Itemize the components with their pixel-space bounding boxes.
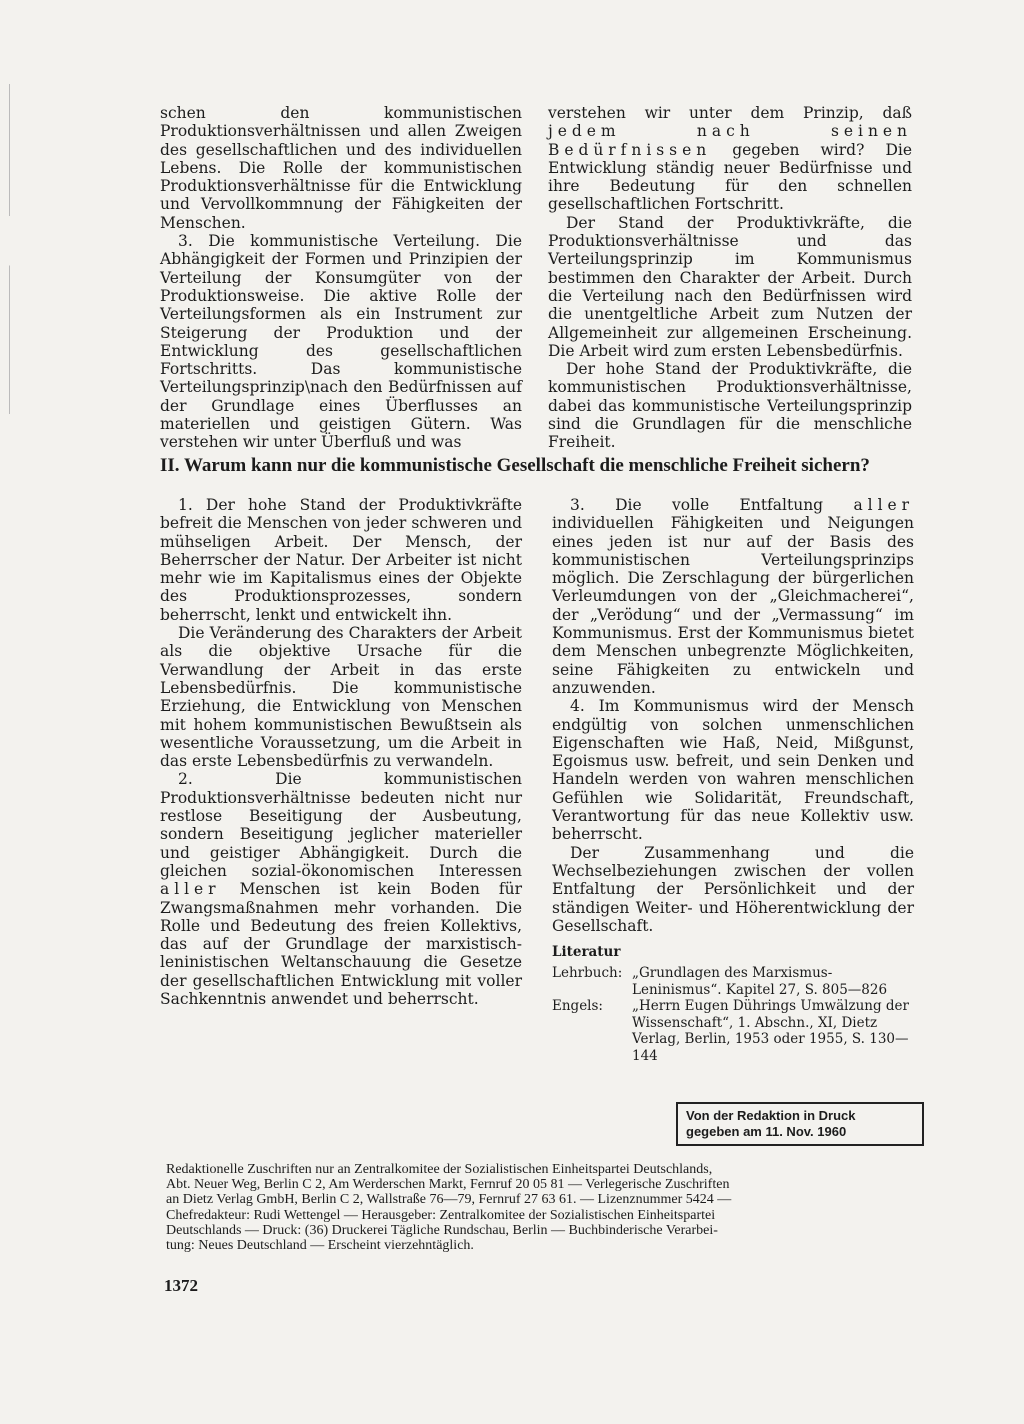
print-date-box bbox=[676, 1102, 924, 1146]
paragraph bbox=[160, 770, 522, 1008]
text-run: 2. Die kommunistischen Produktionsverhältnisse bedeuten nicht nur restlose Beseitigung der Ausbeutung, sondern Beseitigung jeglicher materieller und geistiger Abhängigkeit. Durch die gleichen sozial-ökonomischen Interessen bbox=[160, 770, 522, 880]
paragraph: schen den kommunistischen Produktionsverhältnissen und allen Zweigen des gesellschaftlichen und des individuellen Lebens. Die Rolle der kommunistischen Produktionsverhältnisse für die Entwicklung und Vervollkommnung der Fähigkeiten der Menschen. bbox=[160, 104, 522, 232]
scan-margin-mark bbox=[9, 84, 10, 414]
literature-entry bbox=[552, 965, 914, 998]
literature-title: Literatur bbox=[552, 944, 621, 961]
text-run: Menschen ist kein Boden für Zwangsmaßnahmen mehr vorhanden. Die Rolle und Bedeutung des freien Kollektivs, das auf der Grundlage der marxistisch-leninistischen Weltanschauung die Gesetze der gesellschaftlichen Entwicklung mit voller Sachkenntnis anwendet und beherrscht. bbox=[160, 880, 522, 1009]
impressum-line: Chefredakteur: Rudi Wettengel — Herausgeber: Zentralkomitee der Sozialistischen Einheitspartei bbox=[166, 1207, 716, 1223]
impressum-line: tung: Neues Deutschland — Erscheint vierzehntäglich. bbox=[166, 1238, 474, 1254]
literature-label: Engels: bbox=[552, 998, 603, 1015]
literature-text: „Grundlagen des Marxismus-Leninismus“. Kapitel 27, S. 805—826 bbox=[632, 965, 888, 998]
print-date-line: Von der Redaktion in Druck bbox=[686, 1108, 856, 1123]
bottom-left-column bbox=[160, 496, 522, 1008]
spaced-emphasis: aller bbox=[853, 496, 914, 514]
literature-text: „Herrn Eugen Dührings Umwälzung der Wissenschaft“, 1. Abschn., XI, Dietz Verlag, Berlin, 1953 oder 1955, S. 130—144 bbox=[632, 998, 909, 1064]
paragraph: Der hohe Stand der Produktivkräfte, die kommunistischen Produktionsverhältnisse, dabei das kommunistische Verteilungsprinzip sind die Grundlagen für die menschliche Freiheit. bbox=[548, 360, 912, 452]
paragraph: 1. Der hohe Stand der Produktivkräfte befreit die Menschen von jeder schweren und mühseligen Arbeit. Der Mensch, der Beherrscher der Natur. Der Arbeiter ist nicht mehr wie im Kapitalismus eines der Objekte des Produktionsprozesses, sondern beherrscht, lenkt und entwickelt ihn. bbox=[160, 496, 522, 624]
impressum bbox=[166, 1162, 918, 1253]
spaced-emphasis: aller bbox=[160, 880, 221, 899]
paragraph: Der Stand der Produktivkräfte, die Produktionsverhältnisse und das Verteilungsprinzip im Kommunismus bestimmen den Charakter der Arbeit. Durch die Verteilung nach den Bedürfnissen wird die unentgeltliche Arbeit zum Nutzen der Allgemeinheit zur allgemeinen Erscheinung. Die Arbeit wird zum ersten Lebensbedürfnis. bbox=[548, 213, 912, 360]
literature-entry bbox=[552, 998, 914, 1064]
paragraph: 4. Im Kommunismus wird der Mensch endgültig von solchen unmenschlichen Eigenschaften wie Haß, Neid, Mißgunst, Egoismus usw. befreit, und sein Denken und Handeln werden von wahren menschlichen Gefühlen wie Solidarität, Freundschaft, Verantwortung für das neue Kollektiv usw. beherrscht. bbox=[552, 697, 914, 844]
paragraph bbox=[552, 496, 914, 697]
paragraph: Der Zusammenhang und die Wechselbeziehungen zwischen der vollen Entfaltung der Persönlichkeit und der ständigen Weiter- und Höherentwicklung der Gesellschaft. bbox=[552, 843, 914, 935]
paragraph: 3. Die kommunistische Verteilung. Die Abhängigkeit der Formen und Prinzipien der Verteilung der Konsumgüter von der Produktionsweise. Die aktive Rolle der Verteilungsformen als ein Instrument zur Steigerung der Produktion und der Entwicklung des gesellschaftlichen Fortschritts. Das kommunistische Verteilungsprinzip\nach den Bedürfnissen auf der Grundlage eines Überflusses an materiellen und geistigen Gütern. Was verstehen wir unter Überfluß und was bbox=[160, 232, 522, 452]
text-run: gegeben wird? Die Entwicklung ständig neuer Bedürfnisse und ihre Bedeutung für den schnellen gesellschaftlichen Fortschritt. bbox=[548, 140, 912, 214]
impressum-line: an Dietz Verlag GmbH, Berlin C 2, Wallstraße 76—79, Fernruf 27 63 61. — Lizenznummer 5424 — bbox=[166, 1192, 732, 1208]
text-run: 3. Die volle Entfaltung bbox=[570, 496, 824, 514]
top-right-column bbox=[548, 104, 912, 452]
impressum-line: Redaktionelle Zuschriften nur an Zentralkomitee der Sozialistischen Einheitspartei Deutschlands, bbox=[166, 1162, 713, 1177]
literature-label: Lehrbuch: bbox=[552, 965, 623, 982]
bottom-right-column bbox=[552, 496, 914, 1064]
spaced-emphasis: jedem nach seinen Bedürfnissen bbox=[548, 122, 912, 159]
impressum-line: Deutschlands — Druck: (36) Druckerei Tägliche Rundschau, Berlin — Buchbinderische Verarbei- bbox=[166, 1222, 718, 1238]
text-run: verstehen wir unter dem Prinzip, daß bbox=[548, 104, 912, 122]
paragraph: Die Veränderung des Charakters der Arbeit als die objektive Ursache für die Verwandlung der Arbeit in das erste Lebensbedürfnis. Die kommunistische Erziehung, die Entwicklung von Menschen mit hohem kommunistischen Bewußtsein als wesentliche Voraussetzung, um die Arbeit in das erste Lebensbedürfnis zu verwandeln. bbox=[160, 624, 522, 771]
print-date-line: gegeben am 11. Nov. 1960 bbox=[686, 1124, 847, 1139]
top-left-column bbox=[160, 104, 522, 452]
section-heading: II. Warum kann nur die kommunistische Gesellschaft die menschliche Freiheit sichern? bbox=[160, 455, 870, 476]
text-run: individuellen Fähigkeiten und Neigungen eines jeden ist nur auf der Basis des kommunistischen Verteilungsprinzips möglich. Die Zerschlagung der bürgerlichen Verleumdungen von der „Gleichmacherei“, der „Verödung“ und der „Vermassung“ im Kommunismus. Erst der Kommunismus bietet dem Menschen unbegrenzte Möglichkeiten, seine Fähigkeiten zu entwickeln und anzuwenden. bbox=[552, 514, 914, 697]
page-number: 1372 bbox=[164, 1276, 198, 1295]
impressum-line: Abt. Neuer Weg, Berlin C 2, Am Werderschen Markt, Fernruf 20 05 81 — Verlegerische Zuschriften bbox=[166, 1177, 730, 1193]
paragraph bbox=[548, 104, 912, 214]
